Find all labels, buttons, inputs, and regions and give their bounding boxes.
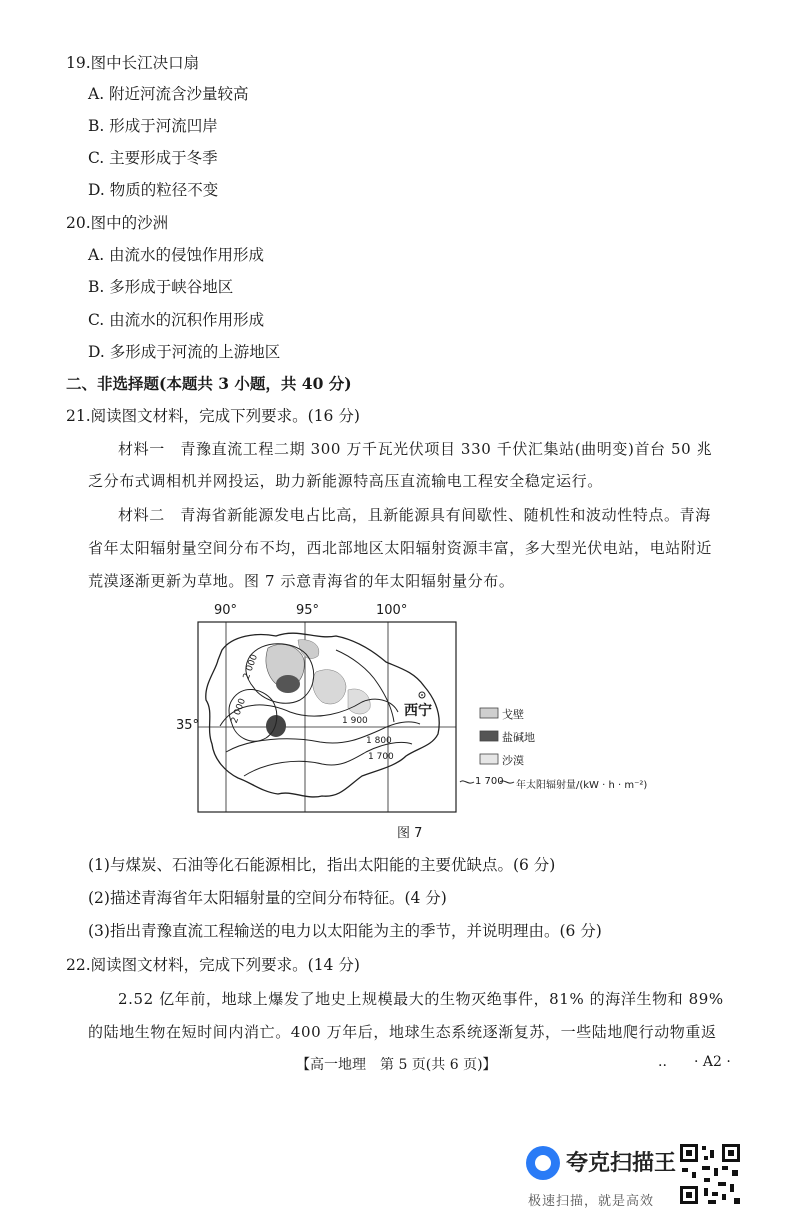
iso-label-2000-nw: 2 000 [241, 653, 260, 681]
q22-line1: 2.52 亿年前，地球上爆发了地史上规模最大的生物灭绝事件，81% 的海洋生物和 89% [118, 990, 724, 1008]
q20-option-b: B. 多形成于峡谷地区 [88, 278, 234, 296]
watermark-title: 夸克扫描王 [566, 1151, 677, 1176]
isoline-legend-left [460, 781, 474, 783]
lon-label-100: 100° [376, 603, 408, 618]
section-heading: 二、非选择题(本题共 3 小题，共 40 分) [66, 374, 352, 393]
footer-dots: .. [658, 1054, 667, 1070]
salt-marsh-patch [266, 715, 286, 737]
iso-label-1900: 1 900 [342, 716, 368, 726]
iso-legend-text: 年太阳辐射量/(kW · h · m⁻²) [516, 780, 648, 791]
scanner-logo-icon [526, 1146, 560, 1180]
legend-label-gobi: 戈壁 [502, 708, 524, 721]
lon-label-90: 90° [214, 603, 238, 618]
q21-sub2: (2)描述青海省年太阳辐射量的空间分布特征。(4 分) [88, 889, 447, 907]
q21-stem: 21.阅读图文材料，完成下列要求。(16 分) [66, 407, 360, 425]
q21-material1-line1: 材料一 青豫直流工程二期 300 万千瓦光伏项目 330 千伏汇集站(曲明变)首台 50 兆 [118, 440, 713, 458]
q21-material2-line3: 荒漠逐渐更新为草地。图 7 示意青海省的年太阳辐射量分布。 [88, 572, 515, 590]
q19-option-b: B. 形成于河流凹岸 [88, 117, 218, 135]
q20-stem: 20.图中的沙洲 [66, 214, 169, 232]
q21-sub1: (1)与煤炭、石油等化石能源相比，指出太阳能的主要优缺点。(6 分) [88, 856, 556, 874]
legend-label-salt: 盐碱地 [502, 731, 535, 744]
city-label-xining: 西宁 [404, 703, 432, 719]
scanner-watermark [524, 1140, 800, 1219]
q20-option-c: C. 由流水的沉积作用形成 [88, 311, 265, 329]
legend-label-desert: 沙漠 [502, 754, 524, 767]
q22-line2: 的陆地生物在短时间内消亡。400 万年后，地球生态系统逐渐复苏，一些陆地爬行动物重返 [88, 1023, 717, 1041]
lon-label-95: 95° [296, 603, 320, 618]
legend-swatch-desert [480, 754, 498, 764]
watermark-slogan: 极速扫描，就是高效 [528, 1194, 655, 1209]
q20-option-a: A. 由流水的侵蚀作用形成 [88, 246, 265, 264]
q21-sub3: (3)指出青豫直流工程输送的电力以太阳能为主的季节，并说明理由。(6 分) [88, 922, 602, 940]
iso-legend-value: 1 700 [475, 776, 504, 787]
lat-label-35: 35° [176, 718, 200, 733]
q19-stem: 19.图中长江决口扇 [66, 54, 200, 72]
qr-code-icon [678, 1142, 742, 1206]
iso-label-1700: 1 700 [368, 752, 394, 762]
gobi-patch [313, 670, 346, 704]
q19-option-c: C. 主要形成于冬季 [88, 149, 218, 167]
footer-code: · A2 · [694, 1054, 731, 1070]
q19-option-d: D. 物质的粒径不变 [88, 181, 219, 199]
q21-material1-line2: 乏分布式调相机并网投运，助力新能源特高压直流输电工程安全稳定运行。 [88, 472, 603, 490]
figure-caption: 图 7 [397, 826, 423, 841]
legend-swatch-salt [480, 731, 498, 741]
q21-material2-line2: 省年太阳辐射量空间分布不均，西北部地区太阳辐射资源丰富，多大型光伏电站，电站附近 [88, 539, 713, 557]
q21-material2-line1: 材料二 青海省新能源发电占比高，且新能源具有间歇性、随机性和波动性特点。青海 [118, 506, 711, 524]
legend-swatch-gobi [480, 708, 498, 718]
iso-label-1800: 1 800 [366, 736, 392, 746]
footer-page-info: 【高一地理 第 5 页(共 6 页)】 [296, 1057, 497, 1073]
q22-stem: 22.阅读图文材料，完成下列要求。(14 分) [66, 956, 360, 974]
q19-option-a: A. 附近河流含沙量较高 [88, 85, 249, 103]
salt-marsh-patch [276, 675, 300, 693]
desert-patch [348, 689, 370, 714]
iso-label-2000-w: 2 000 [229, 697, 248, 725]
q20-option-d: D. 多形成于河流的上游地区 [88, 343, 281, 361]
